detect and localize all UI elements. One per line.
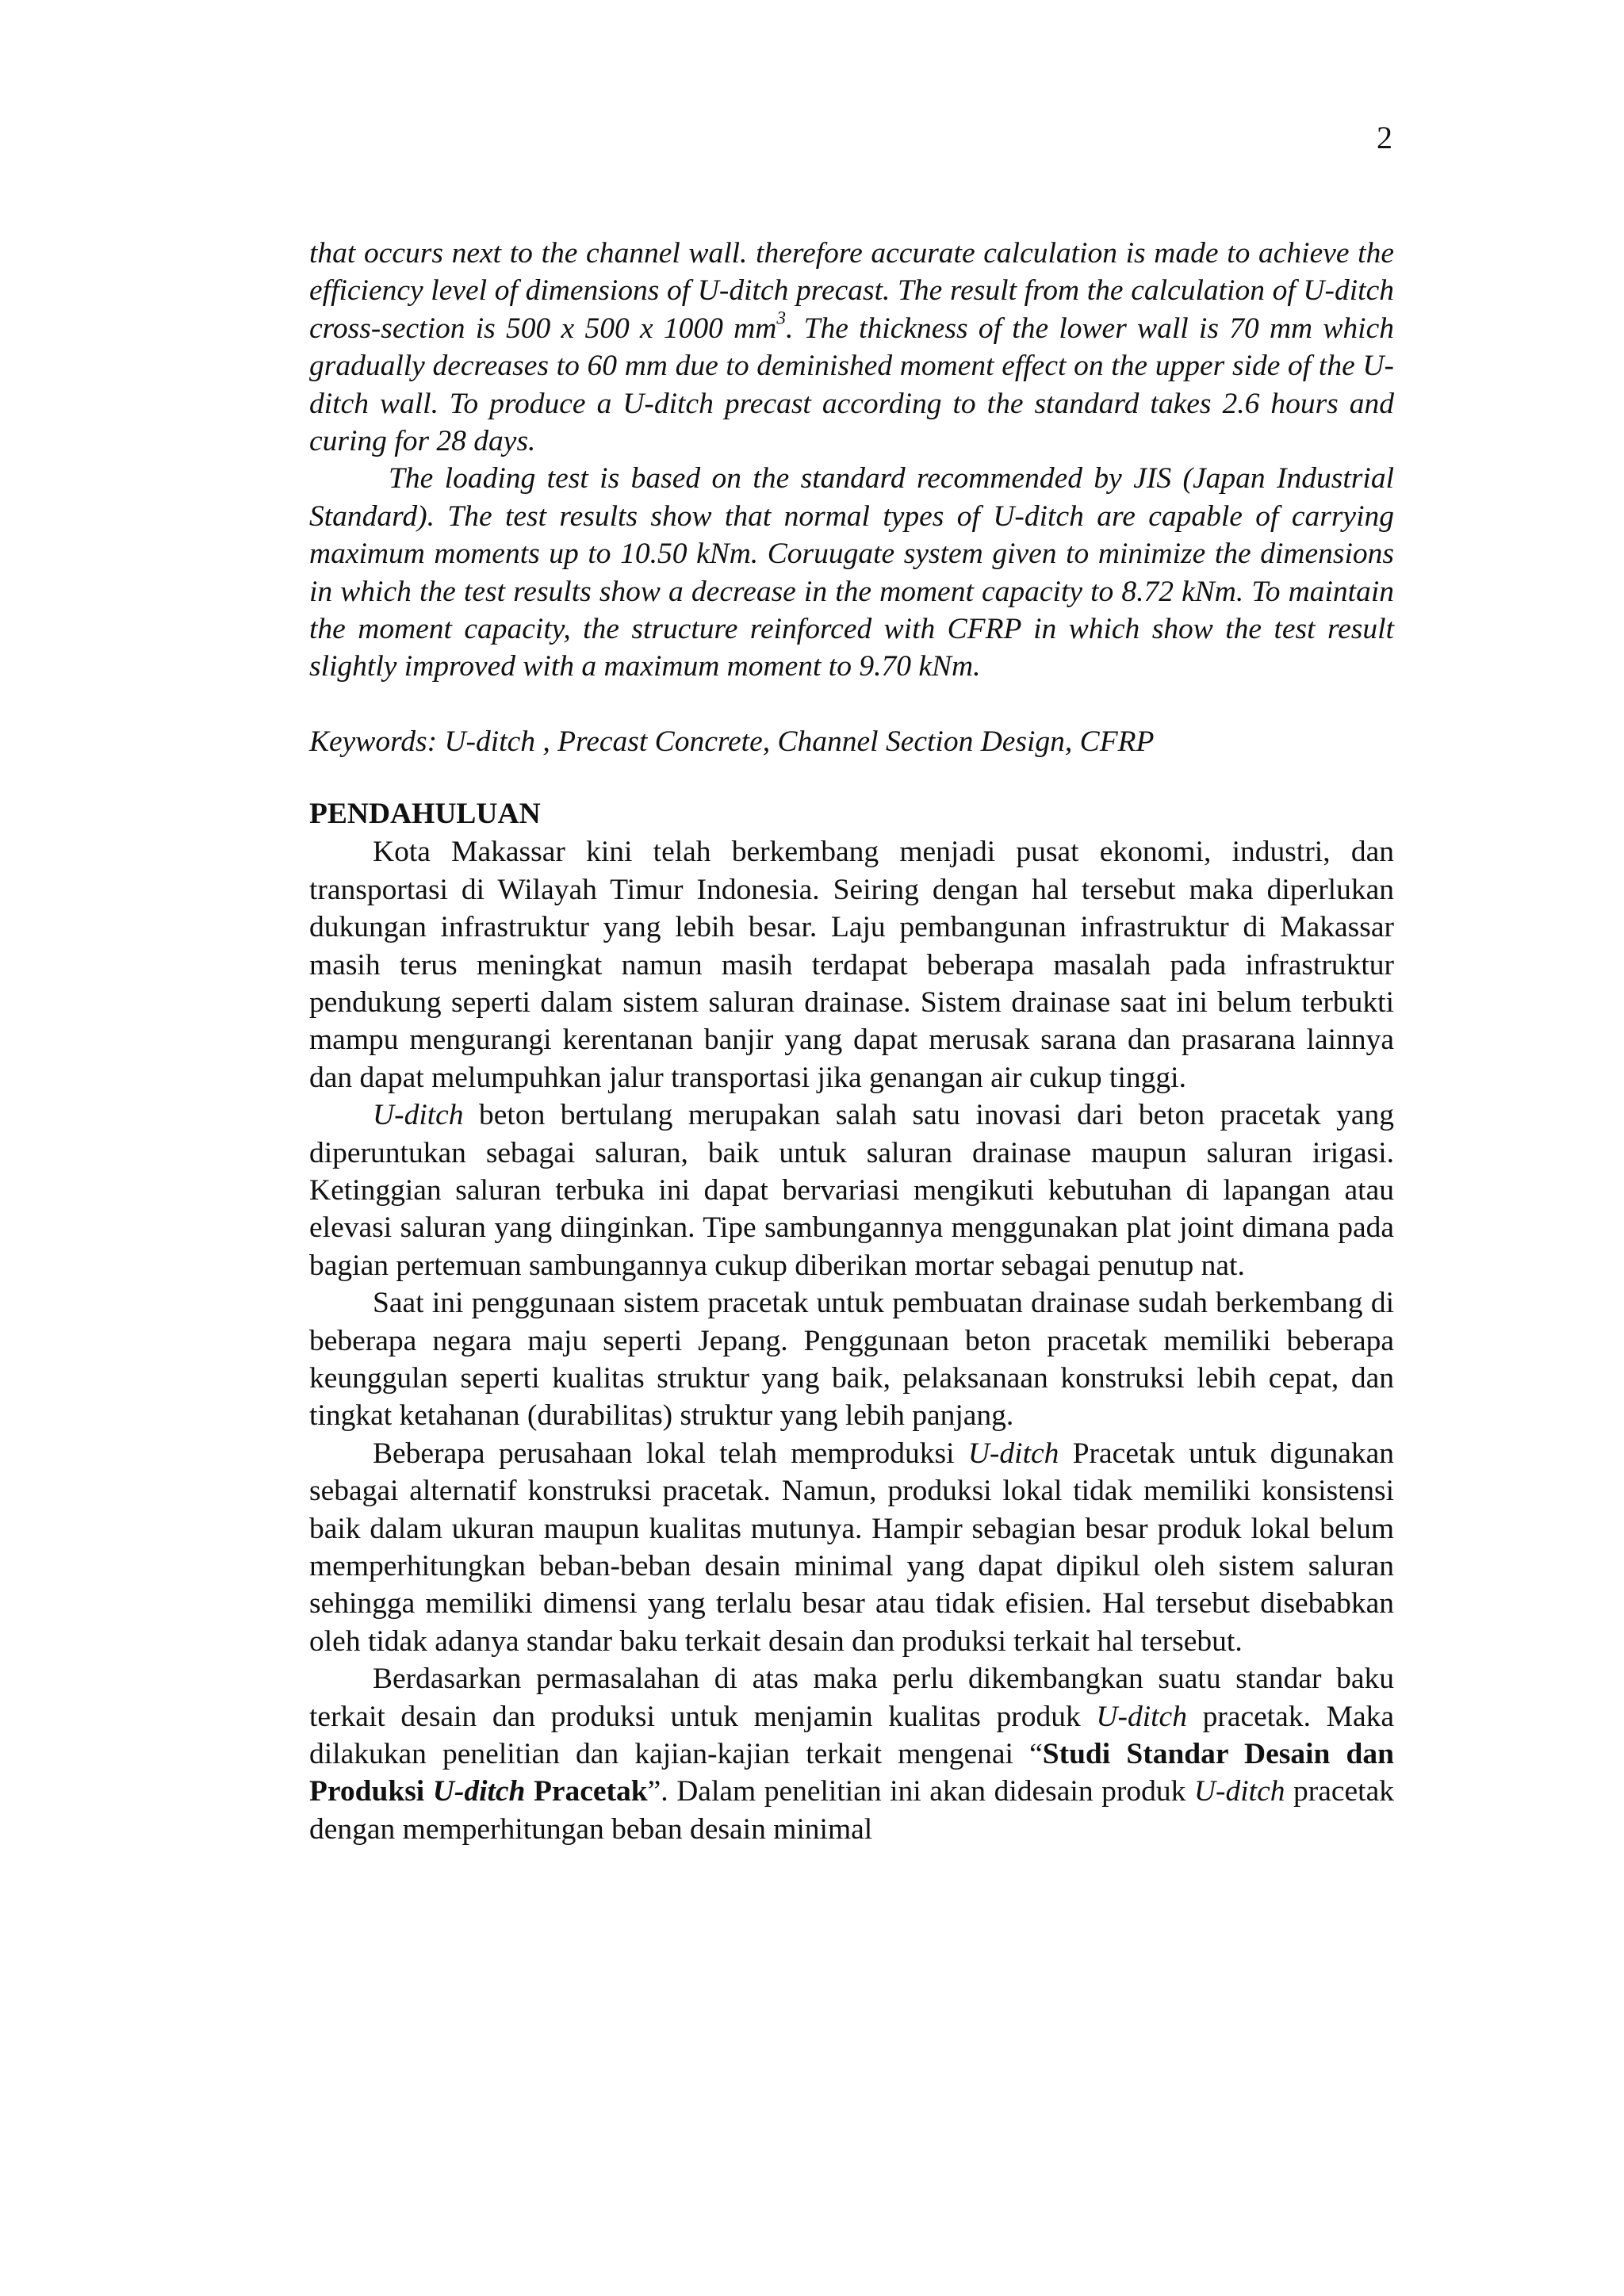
body-paragraph-3: Saat ini penggunaan sistem pracetak untuk pembuatan drainase sudah berkembang di beberapa negara maju seperti Jepang. Penggunaan beton pracetak memiliki beberapa keunggulan seperti kualitas struktur yang baik, pelaksanaan konstruksi lebih cepat, dan tingkat ketahanan (durabilitas) struktur yang lebih panjang. — [309, 1287, 1394, 1433]
italic-term: U-ditch — [373, 1099, 464, 1132]
body-text: pracetak dengan memperhitungan beban desain minimal — [309, 1775, 1394, 1846]
body-text: ”. Dalam penelitian ini akan didesain produk — [647, 1775, 1194, 1808]
body-text: Pracetak untuk digunakan sebagai alternatif konstruksi pracetak. Namun, produksi lokal tidak memiliki konsistensi baik dalam ukuran maupun kualitas mutunya. Hampir sebagian besar produk lokal belum memperhitungkan beban-beban desain minimal yang dapat dipikul oleh sistem saluran sehingga memiliki dimensi yang terlalu besar atau tidak efisien. Hal tersebut disebabkan oleh tidak adanya standar baku terkait desain dan produksi terkait hal tersebut. — [309, 1437, 1395, 1658]
bold-title: Studi Standar Desain dan Produksi — [309, 1738, 1394, 1808]
abstract-text: . The thickness of the lower wall is 70 mm which gradually decreases to 60 mm due to deminished moment effect on the upper side of the U-ditch wall. To produce a U-ditch precast according to the standard takes 2.6 hours and curing for 28 days. — [309, 312, 1394, 458]
body-paragraph-1: Kota Makassar kini telah berkembang menjadi pusat ekonomi, industri, dan transportasi di Wilayah Timur Indonesia. Seiring dengan hal tersebut maka diperlukan dukungan infrastruktur yang lebih besar. Laju pembangunan infrastruktur di Makassar masih terus meningkat namun masih terdapat beberapa masalah pada infrastruktur pendukung seperti dalam sistem saluran drainase. Sistem drainase saat ini belum terbukti mampu mengurangi kerentanan banjir yang dapat merusak sarana dan prasarana lainnya dan dapat melumpuhkan jalur transportasi jika genangan air cukup tinggi. — [309, 836, 1394, 1094]
body-text: beton bertulang merupakan salah satu inovasi dari beton pracetak yang diperuntukan sebagai saluran, baik untuk saluran drainase maupun saluran irigasi. Ketinggian saluran terbuka ini dapat bervariasi mengikuti kebutuhan di lapangan atau elevasi saluran yang diinginkan. Tipe sambungannya menggunakan plat joint dimana pada bagian pertemuan sambungannya cukup diberikan mortar sebagai penutup nat. — [309, 1099, 1394, 1282]
superscript: 3 — [776, 308, 786, 329]
page-body — [309, 235, 1394, 1848]
page-number: 2 — [1377, 120, 1392, 155]
body-text: Beberapa perusahaan lokal telah memproduksi — [373, 1437, 968, 1470]
section-heading: PENDAHULUAN — [309, 798, 541, 831]
body-paragraph-2 — [309, 1096, 1394, 1284]
abstract-paragraph-2: The loading test is based on the standard recommended by JIS (Japan Industrial Standard). The test results show that normal types of U-ditch are capable of carrying maximum moments up to 10.50 kNm. Coruugate system given to minimize the dimensions in which the test results show a decrease in the moment capacity to 8.72 kNm. To maintain the moment capacity, the structure reinforced with CFRP in which show the test result slightly improved with a maximum moment to 9.70 kNm. — [309, 462, 1394, 683]
italic-term: U-ditch — [1096, 1700, 1187, 1733]
body-paragraph-4 — [309, 1435, 1394, 1660]
body-text: Berdasarkan permasalahan di atas maka perlu dikembangkan suatu standar baku terkait desain dan produksi untuk menjamin kualitas produk — [309, 1663, 1394, 1733]
body-paragraph-5 — [309, 1660, 1394, 1848]
bold-title: Pracetak — [525, 1775, 648, 1808]
italic-term: U-ditch — [967, 1437, 1059, 1470]
bold-italic-term: U-ditch — [432, 1775, 526, 1808]
body-text: pracetak. Maka dilakukan penelitian dan kajian-kajian terkait mengenai “ — [309, 1700, 1394, 1771]
keywords: Keywords: U-ditch , Precast Concrete, Channel Section Design, CFRP — [309, 725, 1155, 758]
italic-term: U-ditch — [1193, 1775, 1285, 1808]
abstract-text: that occurs next to the channel wall. therefore accurate calculation is made to achieve the efficiency level of dimensions of U-ditch precast. The result from the calculation of U-ditch cross-section is 500 x 500 x 1000 mm — [309, 237, 1394, 345]
abstract-paragraph-1 — [309, 235, 1394, 460]
